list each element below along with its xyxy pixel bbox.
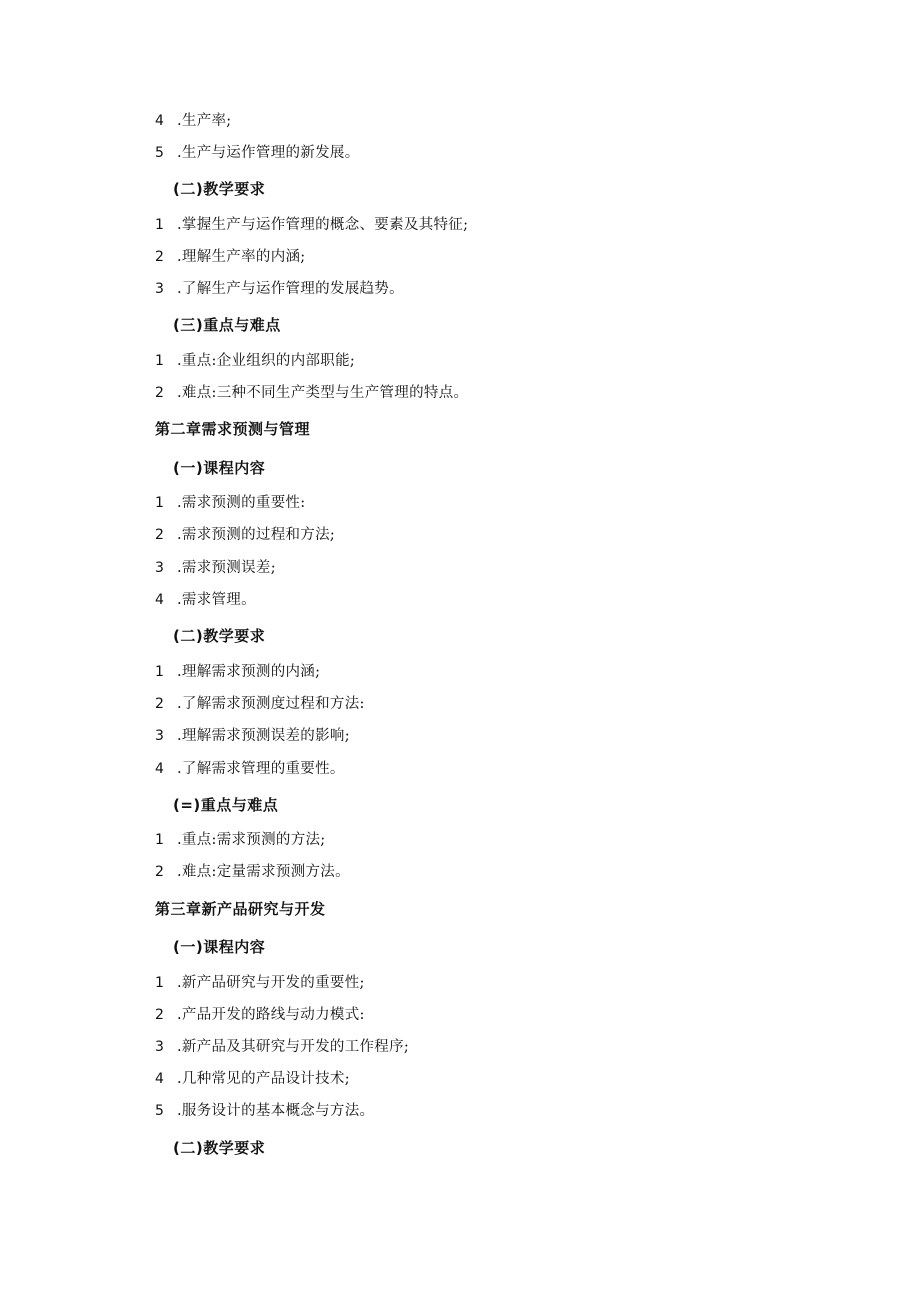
- item-text: .几种常见的产品设计技术;: [177, 1071, 350, 1087]
- item-number: 3: [155, 1039, 165, 1055]
- item-text: .生产与运作管理的新发展。: [177, 145, 360, 161]
- item-number: 1: [155, 832, 165, 848]
- item-text: .理解生产率的内涵;: [177, 249, 306, 265]
- item-text: .生产率;: [177, 113, 232, 129]
- item-number: 3: [155, 560, 165, 576]
- item-number: 5: [155, 145, 165, 161]
- item-number: 2: [155, 696, 165, 712]
- item-number: 4: [155, 761, 165, 777]
- chapter-title: 第三章新产品研究与开发: [155, 900, 326, 918]
- item-text: .新产品研究与开发的重要性;: [177, 975, 365, 991]
- item-text: .了解需求预测度过程和方法:: [177, 696, 365, 712]
- section-heading: (一)课程内容: [173, 459, 266, 477]
- section-heading: (二)教学要求: [173, 180, 266, 198]
- item-number: 1: [155, 353, 165, 369]
- list-item: [155, 282, 404, 297]
- list-item: [155, 593, 256, 608]
- list-item: [155, 218, 468, 233]
- item-text: .掌握生产与运作管理的概念、要素及其特征;: [177, 217, 469, 233]
- item-text: .产品开发的路线与动力模式:: [177, 1007, 365, 1023]
- list-item: [155, 697, 365, 712]
- section-heading: (=)重点与难点: [173, 796, 279, 814]
- item-text: .理解需求预测的内涵;: [177, 664, 321, 680]
- item-text: .服务设计的基本概念与方法。: [177, 1103, 375, 1119]
- list-item: [155, 976, 365, 991]
- item-number: 2: [155, 527, 165, 543]
- item-text: .重点:企业组织的内部职能;: [177, 353, 356, 369]
- item-text: .需求预测误差;: [177, 560, 276, 576]
- item-number: 2: [155, 385, 165, 401]
- list-item: [155, 1072, 350, 1087]
- item-text: .难点:定量需求预测方法。: [177, 864, 350, 880]
- list-item: [155, 561, 276, 576]
- list-item: [155, 528, 335, 543]
- item-text: .需求预测的过程和方法;: [177, 527, 336, 543]
- item-number: 4: [155, 1071, 165, 1087]
- list-item: [155, 250, 306, 265]
- item-text: .重点:需求预测的方法;: [177, 832, 326, 848]
- item-text: .难点:三种不同生产类型与生产管理的特点。: [177, 385, 469, 401]
- item-text: .了解生产与运作管理的发展趋势。: [177, 281, 404, 297]
- list-item: [155, 1040, 409, 1055]
- section-heading: (二)教学要求: [173, 1139, 266, 1157]
- item-number: 3: [155, 281, 165, 297]
- item-text: .需求预测的重要性:: [177, 495, 306, 511]
- item-number: 1: [155, 664, 165, 680]
- section-heading: (三)重点与难点: [173, 316, 281, 334]
- list-item: [155, 496, 306, 511]
- item-text: .了解需求管理的重要性。: [177, 761, 345, 777]
- item-text: .新产品及其研究与开发的工作程序;: [177, 1039, 410, 1055]
- item-number: 1: [155, 495, 165, 511]
- list-item: [155, 146, 360, 161]
- item-number: 2: [155, 864, 165, 880]
- item-number: 1: [155, 975, 165, 991]
- list-item: [155, 1104, 374, 1119]
- list-item: [155, 386, 468, 401]
- item-number: 1: [155, 217, 165, 233]
- list-item: [155, 1008, 365, 1023]
- list-item: [155, 833, 325, 848]
- list-item: [155, 354, 355, 369]
- section-heading: (一)课程内容: [173, 938, 266, 956]
- chapter-title: 第二章需求预测与管理: [155, 420, 311, 438]
- item-number: 4: [155, 113, 165, 129]
- list-item: [155, 114, 232, 129]
- item-number: 4: [155, 592, 165, 608]
- list-item: [155, 665, 320, 680]
- item-number: 2: [155, 1007, 165, 1023]
- list-item: [155, 865, 350, 880]
- section-heading: (二)教学要求: [173, 627, 266, 645]
- item-number: 5: [155, 1103, 165, 1119]
- item-text: .理解需求预测误差的影响;: [177, 728, 350, 744]
- item-number: 2: [155, 249, 165, 265]
- item-text: .需求管理。: [177, 592, 256, 608]
- list-item: [155, 762, 345, 777]
- list-item: [155, 729, 350, 744]
- item-number: 3: [155, 728, 165, 744]
